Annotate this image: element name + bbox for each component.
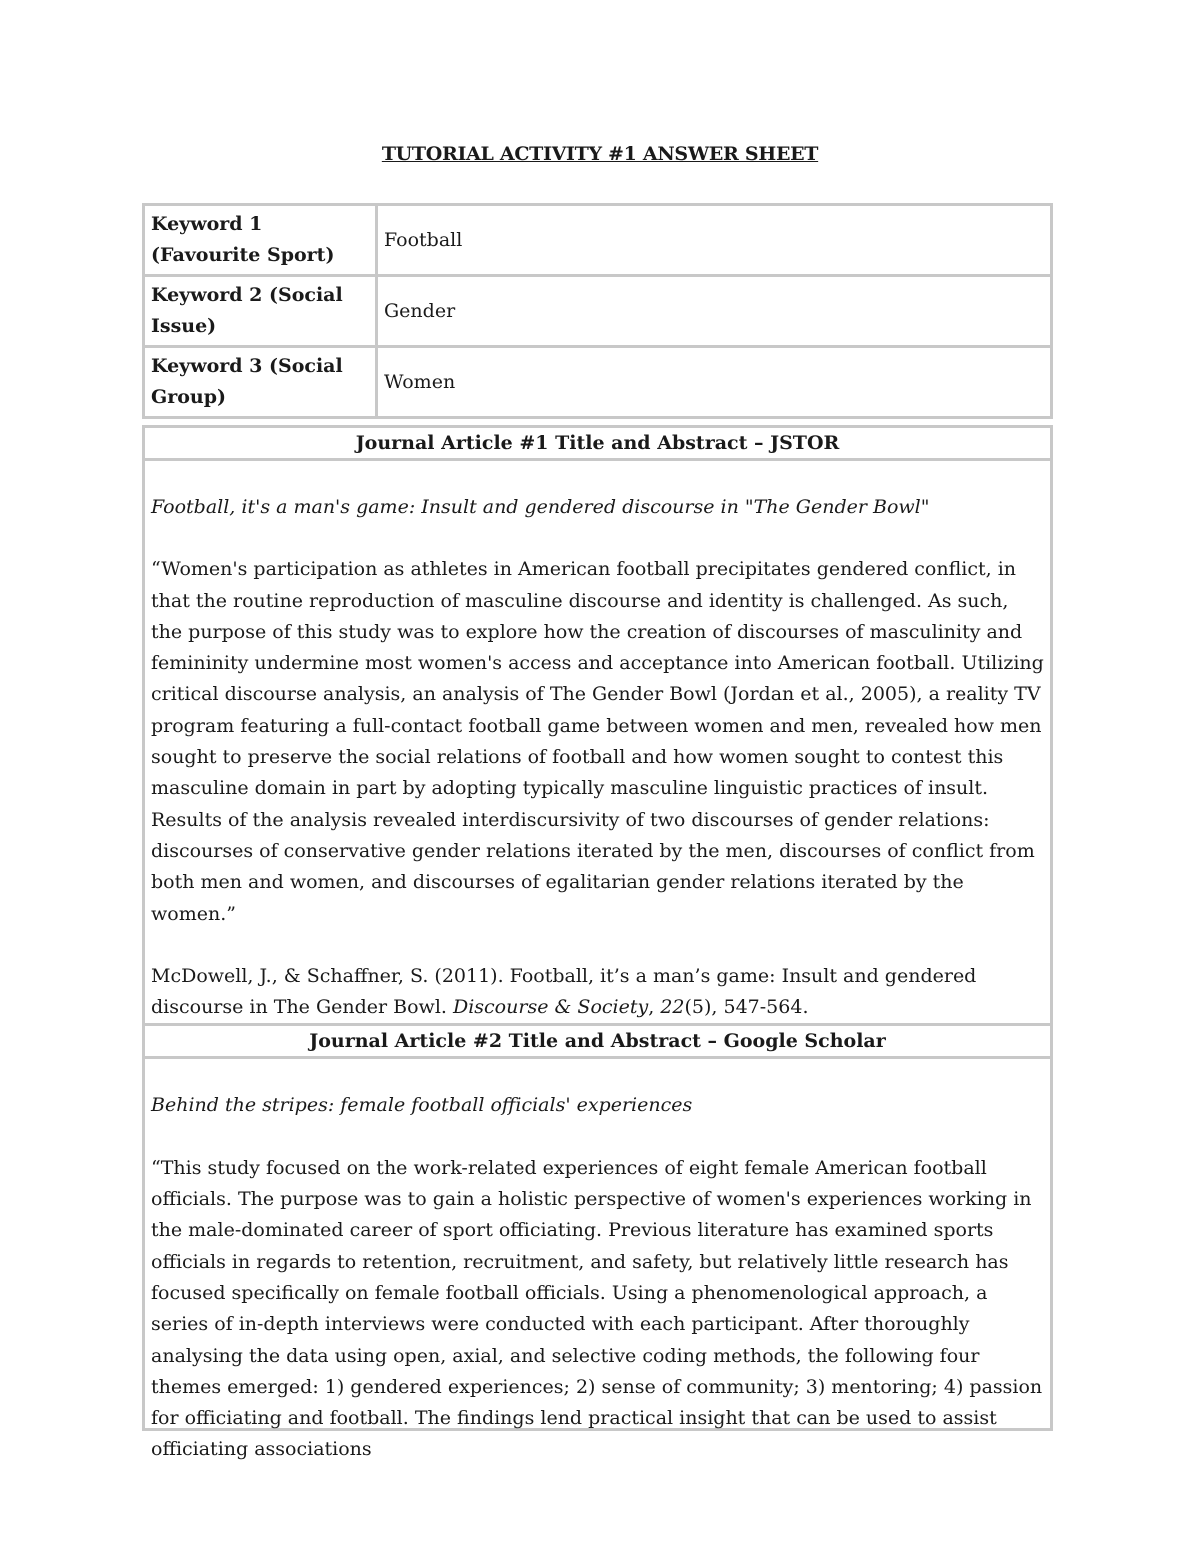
citation-volume: 22 — [660, 996, 685, 1019]
keyword-value: Gender — [377, 276, 1052, 347]
keyword-value: Women — [377, 347, 1052, 418]
article1-citation — [151, 961, 1044, 1024]
citation-sep: , — [648, 996, 661, 1019]
article2-title: Behind the stripes: female football officials' experiences — [151, 1094, 693, 1117]
table-row — [144, 276, 1052, 347]
citation-issue: (5) — [684, 996, 712, 1019]
article1-body — [145, 461, 1050, 1023]
keyword-label: Keyword 2 (Social Issue) — [144, 276, 377, 347]
article1-heading: Journal Article #1 Title and Abstract – JSTOR — [145, 428, 1050, 461]
citation-pages: , 547-564. — [711, 996, 809, 1019]
article1-abstract: “Women's participation as athletes in American football precipitates gendered conflict, in that the routine reproduction of masculine discourse and identity is challenged. As such, the purpose of this study was to explore how the creation of discourses of masculinity and femininity undermine most women's access and acceptance into American football. Utilizing critical discourse analysis, an analysis of The Gender Bowl (Jordan et al., 2005), a reality TV program featuring a full-contact football game between women and men, revealed how men sought to preserve the social relations of football and how women sought to contest this masculine domain in part by adopting typically masculine linguistic practices of insult. Results of the analysis revealed interdiscursivity of two discourses of gender relations: discourses of conservative gender relations iterated by the men, discourses of conflict from both men and women, and discourses of egalitarian gender relations iterated by the women.” — [151, 558, 1044, 925]
citation-text: McDowell, J., & Schaffner, S. (2011). Football, it’s a man’s game: Insult and gendered discourse in The Gender Bowl. — [151, 964, 977, 1019]
article2-heading: Journal Article #2 Title and Abstract – Google Scholar — [145, 1023, 1050, 1059]
keyword-label: Keyword 3 (Social Group) — [144, 347, 377, 418]
table-row — [144, 347, 1052, 418]
articles-table — [142, 425, 1053, 1461]
page-title: TUTORIAL ACTIVITY #1 ANSWER SHEET — [381, 143, 819, 165]
table-row — [144, 205, 1052, 276]
keyword-value: Football — [377, 205, 1052, 276]
article2-abstract: “This study focused on the work-related experiences of eight female American football officials. The purpose was to gain a holistic perspective of women's experiences working in the male-dominated career of sport officiating. Previous literature has examined sports officials in regards to retention, recruitment, and safety, but relatively little research has focused specifically on female football officials. Using a phenomenological approach, a series of in-depth interviews were conducted with each participant. After thoroughly analysing the data using open, axial, and selective coding methods, the following four themes emerged: 1) gendered experiences; 2) sense of community; 3) mentoring; 4) passion for officiating and football. The findings lend practical insight that can be used to assist officiating associations — [151, 1156, 1043, 1461]
keywords-table — [142, 203, 1053, 419]
keyword-label: Keyword 1 (Favourite Sport) — [144, 205, 377, 276]
article1-title: Football, it's a man's game: Insult and gendered discourse in "The Gender Bowl" — [151, 496, 930, 518]
article2-body — [145, 1059, 1050, 1465]
citation-journal: Discourse & Society — [452, 996, 649, 1019]
